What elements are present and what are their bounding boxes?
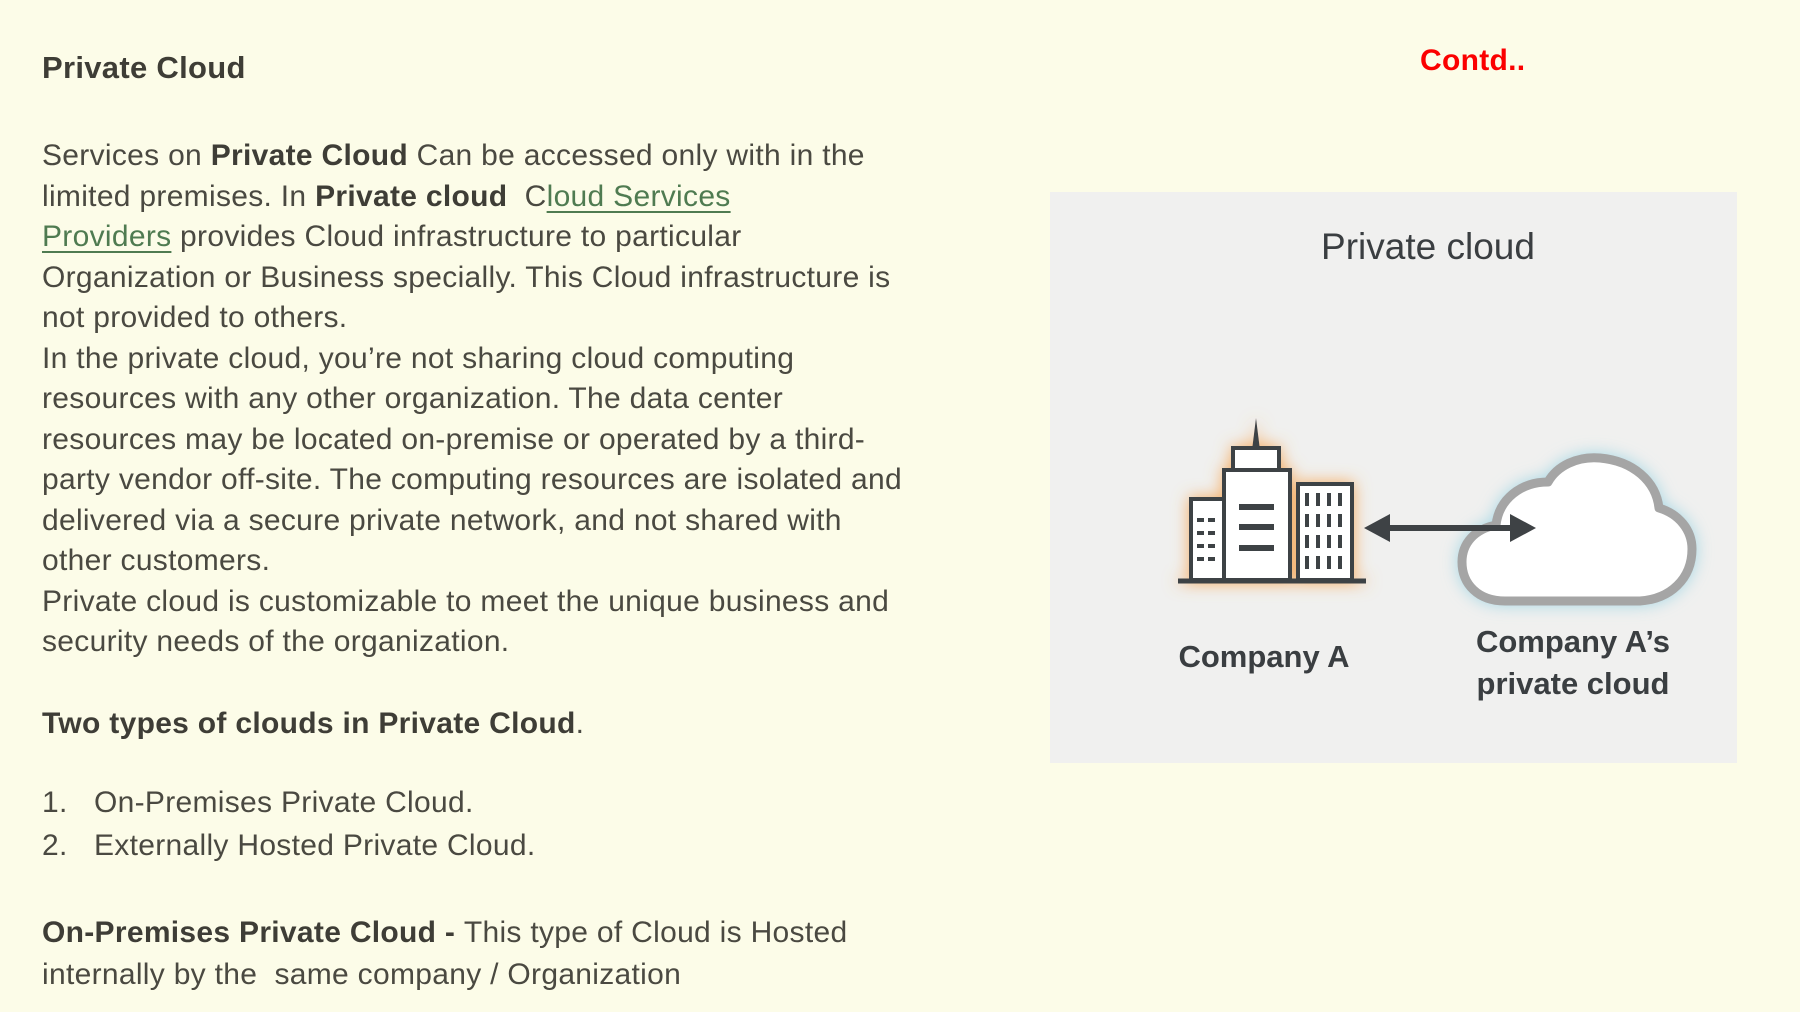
text-line <box>42 339 902 380</box>
text: other customers. <box>42 544 271 577</box>
text: . <box>575 707 585 740</box>
two-types-subheading <box>42 706 584 742</box>
bold-text: Private Cloud <box>210 139 408 172</box>
bold-text: Private cloud <box>315 179 508 213</box>
private-cloud-figure <box>1050 192 1737 763</box>
text: Can be accessed only with in the <box>407 139 865 172</box>
text-line <box>42 298 902 339</box>
on-premises-paragraph <box>42 912 847 996</box>
text: delivered via a secure private network, and not shared with <box>42 503 842 537</box>
company-a-private-cloud-label <box>1463 621 1683 705</box>
cloud-label-line-1: Company A’s <box>1475 624 1671 659</box>
text: Organization or Business specially. This Cloud infrastructure is <box>42 260 891 294</box>
text-line <box>42 379 902 420</box>
list-item-label: On-Premises Private Cloud. <box>94 786 474 819</box>
office-building-icon <box>1178 418 1366 581</box>
list-item <box>42 781 535 824</box>
text-line <box>42 177 902 218</box>
cloud-services-providers-link[interactable]: loud Services <box>546 179 731 213</box>
list-item <box>42 824 535 867</box>
text: limited premises. In <box>42 179 316 213</box>
antenna-spike <box>1252 418 1260 450</box>
text: Services on <box>42 139 211 172</box>
page-title: Private Cloud <box>42 50 246 85</box>
list-item-label: Externally Hosted Private Cloud. <box>94 829 536 862</box>
text: internally by the same company / Organization <box>42 958 682 991</box>
double-arrow-icon <box>1364 514 1536 542</box>
text-line <box>42 582 902 623</box>
text-line <box>42 501 902 542</box>
text: security needs of the organization. <box>42 625 510 658</box>
text: resources with any other organization. The data center <box>42 382 784 415</box>
intro-paragraph <box>42 136 902 663</box>
text-line <box>42 706 584 742</box>
text-line <box>42 954 847 996</box>
text: resources may be located on-premise or operated by a third- <box>42 422 866 456</box>
cloud-label-line-2: private cloud <box>1476 666 1670 701</box>
text: not provided to others. <box>42 301 348 334</box>
text-line <box>42 541 902 582</box>
contd-label: Contd.. <box>1420 44 1526 77</box>
text: In the private cloud, you’re not sharing cloud computing <box>42 341 795 375</box>
cloud-types-list <box>42 781 535 867</box>
text: C <box>507 179 547 213</box>
text-line <box>42 622 902 663</box>
text-line <box>42 258 902 299</box>
company-a-label: Company A <box>1178 639 1350 674</box>
figure-title: Private cloud <box>1321 226 1535 267</box>
text: provides Cloud infrastructure to particular <box>171 220 742 253</box>
list-item-number: 2. <box>42 829 68 862</box>
text-line <box>42 217 902 258</box>
bold-text: Two types of clouds in Private Cloud <box>42 707 576 740</box>
list-item-number: 1. <box>42 786 68 819</box>
text-line <box>42 420 902 461</box>
text: This type of Cloud is Hosted <box>463 916 848 949</box>
bold-text: On-Premises Private Cloud - <box>42 916 464 949</box>
text: Private cloud is customizable to meet the unique business and <box>42 584 890 618</box>
text-line <box>42 136 902 177</box>
cloud-services-providers-link[interactable]: Providers <box>42 220 172 253</box>
text-line <box>42 912 847 954</box>
text: party vendor off-site. The computing resources are isolated and <box>42 463 902 496</box>
text-line <box>42 460 902 501</box>
